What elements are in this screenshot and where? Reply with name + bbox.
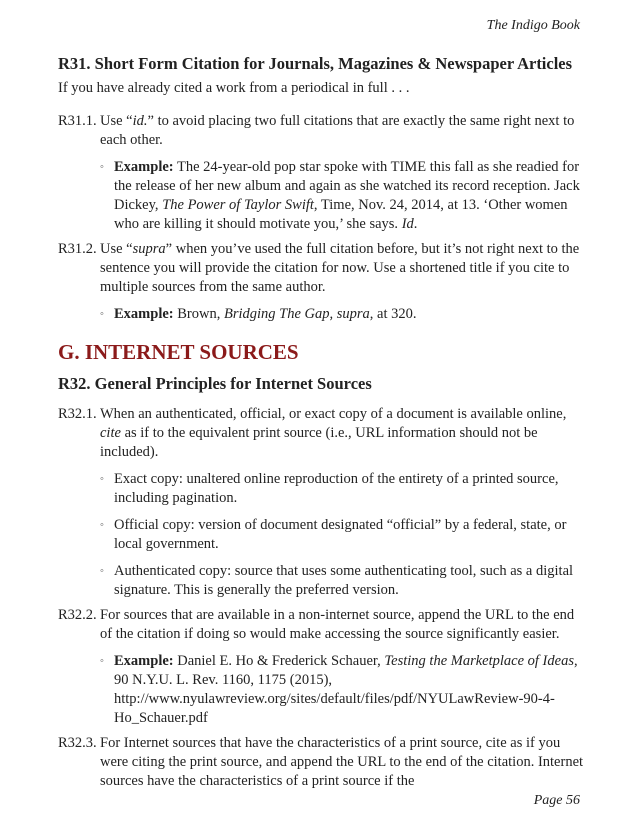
example-item [100,305,586,324]
section-title: G. INTERNET SOURCES [58,340,299,364]
list-item-text: Authenticated copy: source that uses some authenticating tool, such as a digital signature. This is generally the preferred version. [114,563,574,598]
rule-text: For sources that are available in a non-internet source, append the URL to the end of the citation if doing so would make accessing the source significantly easier. [100,607,575,642]
bullet-icon: ◦ [100,655,104,667]
rule-r31-1 [58,112,586,234]
bullet-icon: ◦ [100,473,104,485]
bullet-icon: ◦ [100,308,104,320]
rule-text: When an authenticated, official, or exact copy of a document is available online, cite as if to the equivalent print source (i.e., URL information should not be included). [100,406,567,460]
rule-number: R31.2. [58,241,97,257]
rule-body [100,734,586,791]
rule-r32-3 [58,734,586,791]
rule-r32-1 [58,405,586,600]
rule-number: R32.1. [58,406,97,422]
rule-text: Use “supra” when you’ve used the full citation before, but it’s not right next to the sentence you will provide the citation for now. Use a shortened title if you cite to multiple sources from the same author. [100,241,580,295]
example-text: Example: Brown, Bridging The Gap, supra, at 320. [114,306,417,322]
running-header: The Indigo Book [486,18,580,33]
list-item-text: Official copy: version of document designated “official” by a federal, state, or local government. [114,517,567,552]
rule-text: Use “id.” to avoid placing two full citations that are exactly the same right next to each other. [100,113,575,148]
rule-heading-r32: R32. General Principles for Internet Sources [58,374,372,393]
list-item-text: Exact copy: unaltered online reproduction of the entirety of a printed source, including pagination. [114,471,559,506]
rule-body [100,606,586,728]
intro-text: If you have already cited a work from a periodical in full . . . [58,80,410,96]
rule-number: R32.2. [58,607,97,623]
rule-heading-r31: R31. Short Form Citation for Journals, Magazines & Newspaper Articles [58,54,573,73]
page-number: Page 56 [533,793,580,808]
list-item [100,562,586,600]
example-text: Example: Daniel E. Ho & Frederick Schauer, Testing the Marketplace of Ideas, 90 N.Y.U. L. Rev. 1160, 1175 (2015), http://www.nyulawreview.org/sites/default/files/pdf/NYULawReview-90-4-Ho_Schauer.pdf [114,653,578,726]
rule-number: R32.3. [58,735,97,751]
rule-body [100,405,586,600]
example-item [100,652,586,728]
page-content [58,54,586,797]
rule-text: For Internet sources that have the characteristics of a print source, cite as if you were citing the print source, and append the URL to the end of the citation. Internet sources have the characteristics of a print source if the [100,735,584,789]
list-item [100,470,586,508]
bullet-icon: ◦ [100,519,104,531]
bullet-icon: ◦ [100,565,104,577]
example-text: Example: The 24-year-old pop star spoke with TIME this fall as she readied for the release of her new album and again as she watched its record reception. Jack Dickey, The Power of Taylor Swift, Time, Nov. 24, 2014, at 13. ‘Other women who are killing it should motivate you,’ she says. Id. [114,159,580,232]
list-item [100,516,586,554]
bullet-icon: ◦ [100,161,104,173]
rule-body [100,240,586,324]
example-item [100,158,586,234]
rule-number: R31.1. [58,113,97,129]
rule-r31-2 [58,240,586,324]
rule-body [100,112,586,234]
rule-r32-2 [58,606,586,728]
